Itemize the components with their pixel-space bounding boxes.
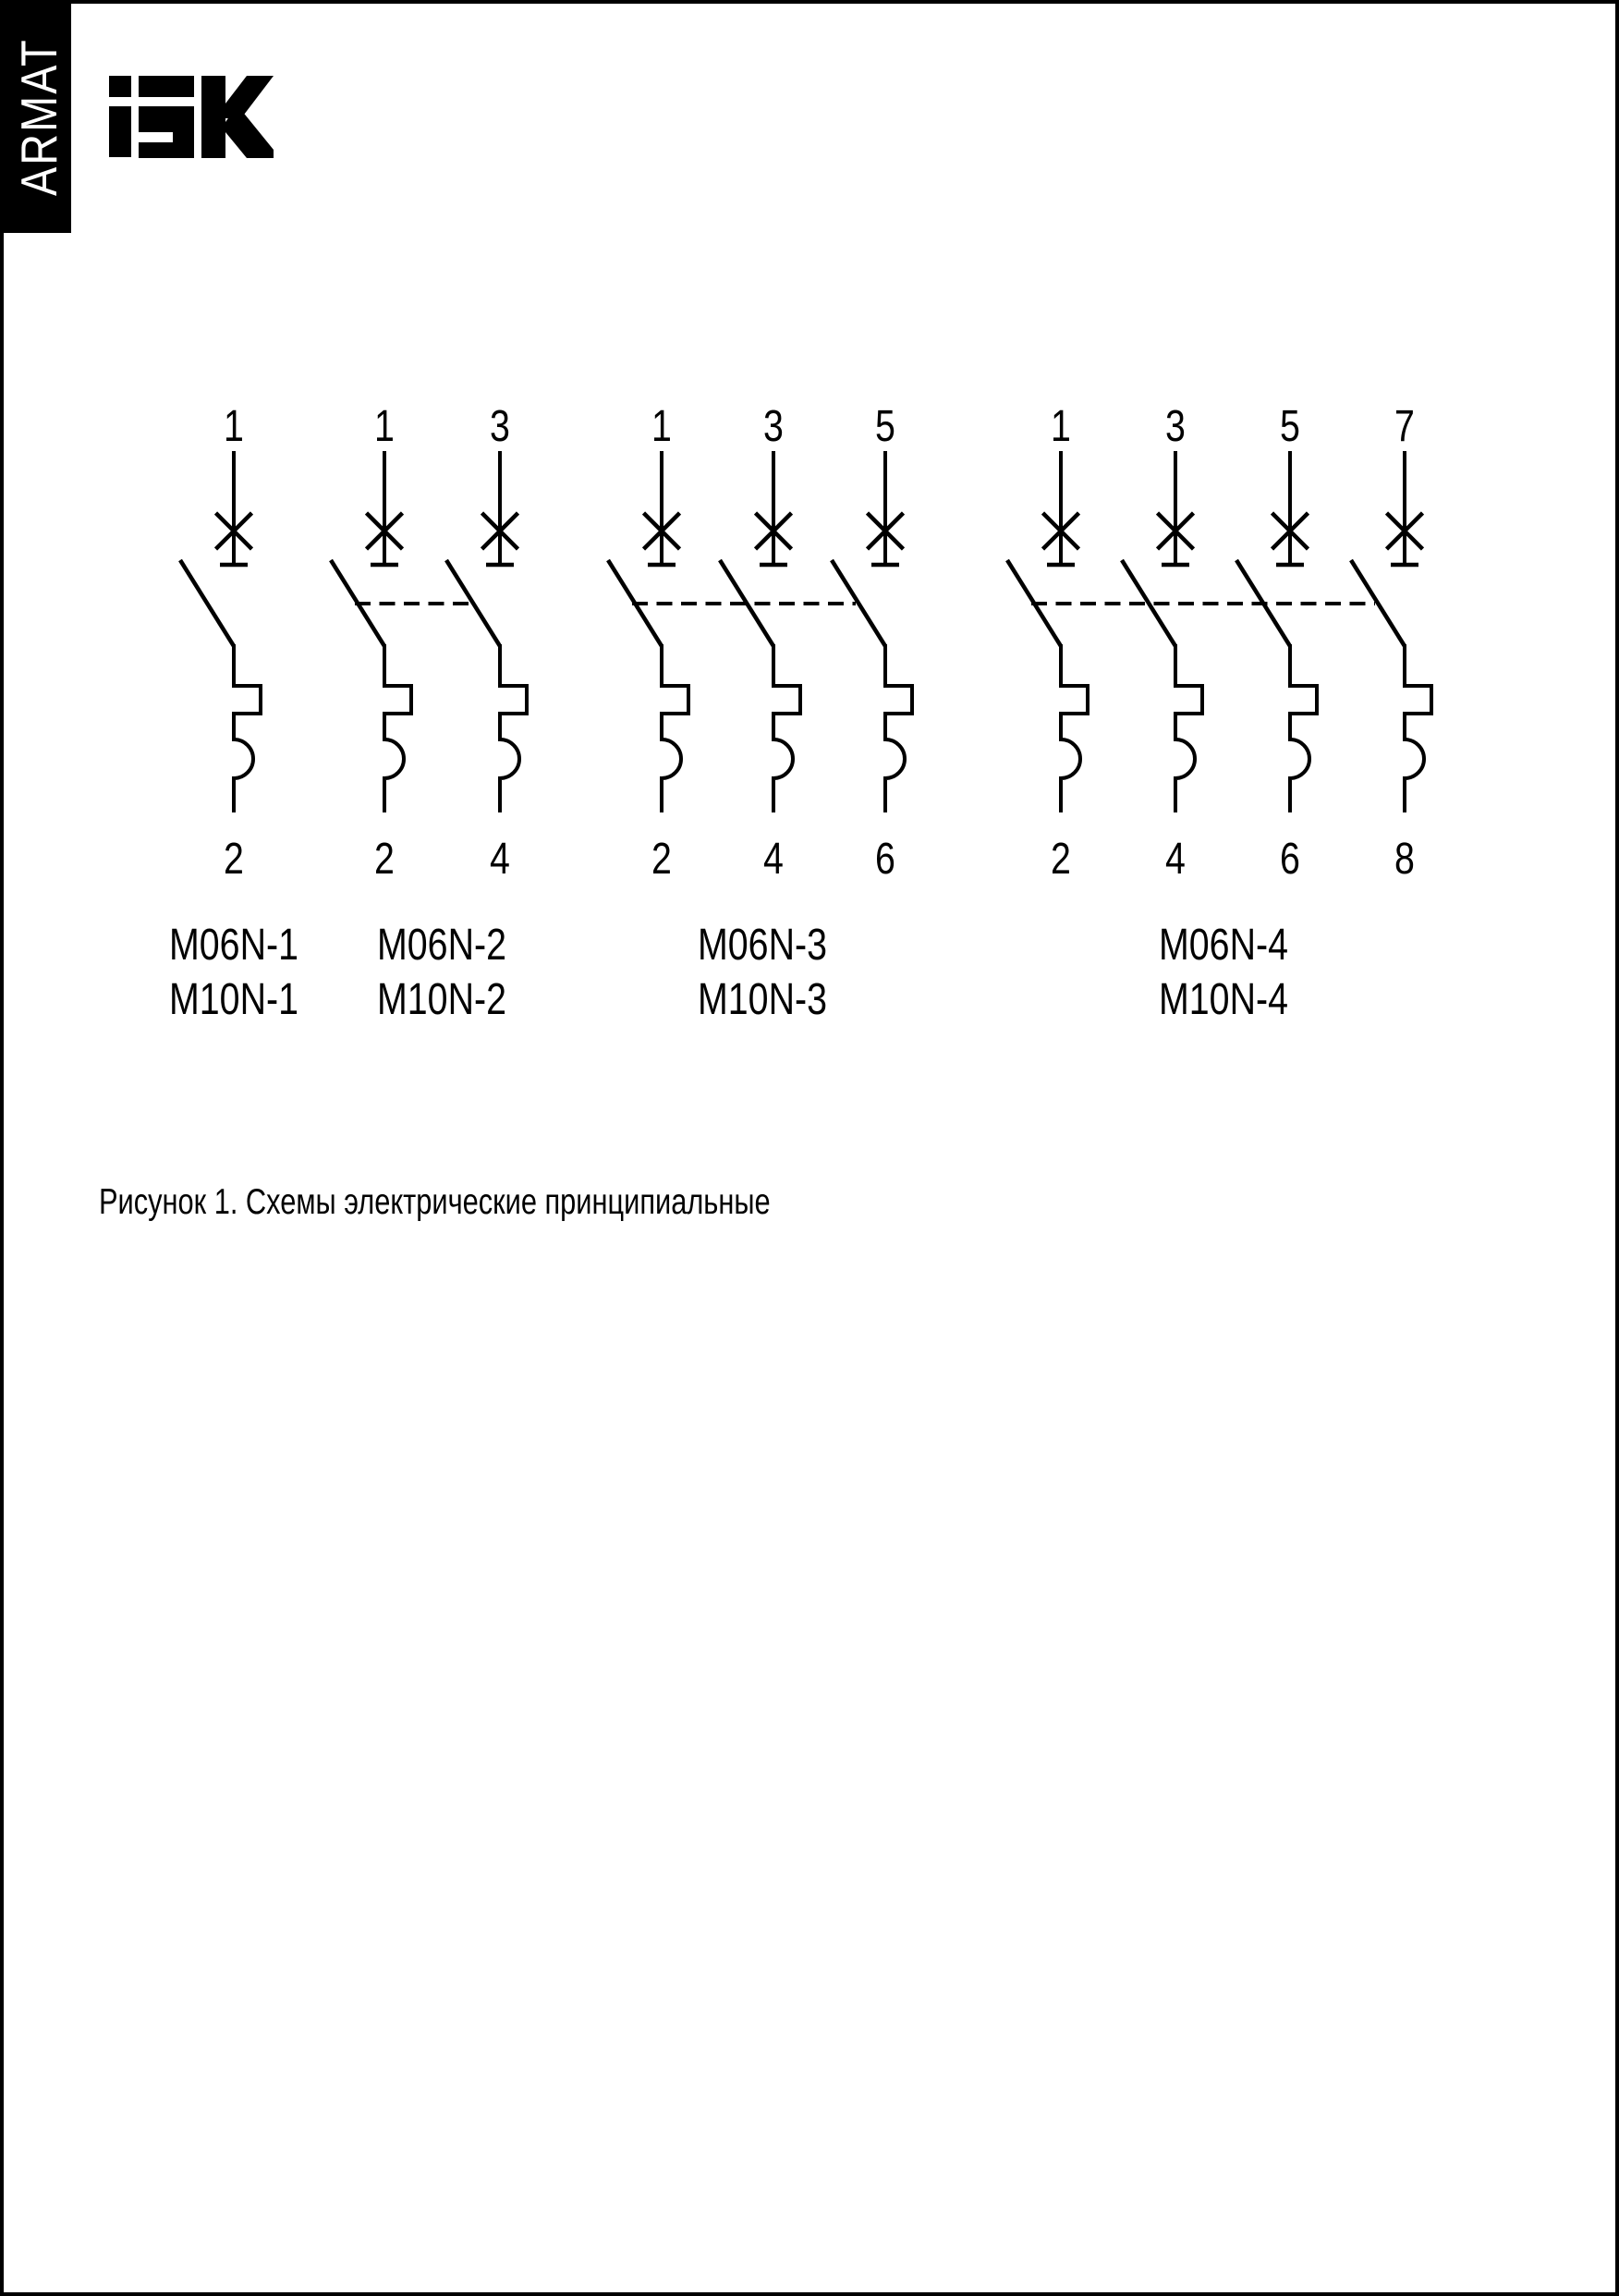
terminal-number-top: 1 xyxy=(224,401,244,451)
terminal-number-top: 1 xyxy=(1051,401,1071,451)
terminal-number-bottom: 2 xyxy=(224,834,244,884)
terminal-number-bottom: 4 xyxy=(763,834,784,884)
model-label: M10N-4 xyxy=(1159,974,1288,1024)
brand-sidebar xyxy=(2,2,71,233)
iek-logo-icon xyxy=(109,76,274,158)
terminal-number-top: 1 xyxy=(374,401,395,451)
model-label: M10N-3 xyxy=(698,974,827,1024)
terminal-number-bottom: 2 xyxy=(1051,834,1071,884)
terminal-number-top: 7 xyxy=(1394,401,1415,451)
model-label: M06N-2 xyxy=(377,920,506,970)
terminal-number-bottom: 6 xyxy=(1280,834,1300,884)
terminal-number-bottom: 2 xyxy=(374,834,395,884)
breaker-pole xyxy=(1351,451,1431,812)
armat-brand-text: ARMAT xyxy=(10,38,67,197)
breaker-pole xyxy=(446,451,527,812)
breaker-pole xyxy=(331,451,411,812)
model-label: M10N-1 xyxy=(169,974,298,1024)
breaker-pole xyxy=(608,451,688,812)
terminal-number-bottom: 8 xyxy=(1394,834,1415,884)
model-label: M06N-3 xyxy=(698,920,827,970)
model-label: M06N-1 xyxy=(169,920,298,970)
model-label: M06N-4 xyxy=(1159,920,1288,970)
terminal-number-bottom: 4 xyxy=(1165,834,1186,884)
diagram-m06n-4 xyxy=(1007,401,1431,1024)
page-border xyxy=(2,2,1617,2294)
terminal-number-top: 3 xyxy=(763,401,784,451)
breaker-pole xyxy=(720,451,800,812)
terminal-number-top: 3 xyxy=(490,401,510,451)
terminal-number-top: 3 xyxy=(1165,401,1186,451)
terminal-number-top: 1 xyxy=(651,401,672,451)
breaker-pole xyxy=(180,451,261,812)
model-label: M10N-2 xyxy=(377,974,506,1024)
breaker-pole xyxy=(832,451,912,812)
breaker-pole xyxy=(1236,451,1317,812)
terminal-number-bottom: 2 xyxy=(651,834,672,884)
breaker-pole xyxy=(1007,451,1088,812)
terminal-number-bottom: 6 xyxy=(875,834,895,884)
diagram-m06n-2 xyxy=(331,401,527,1024)
diagram-m06n-1 xyxy=(169,401,298,1024)
figure-caption: Рисунок 1. Схемы электрические принципиальные xyxy=(99,1181,771,1222)
terminal-number-top: 5 xyxy=(1280,401,1300,451)
diagram-m06n-3 xyxy=(608,401,912,1024)
breaker-pole xyxy=(1122,451,1202,812)
terminal-number-top: 5 xyxy=(875,401,895,451)
terminal-number-bottom: 4 xyxy=(490,834,510,884)
